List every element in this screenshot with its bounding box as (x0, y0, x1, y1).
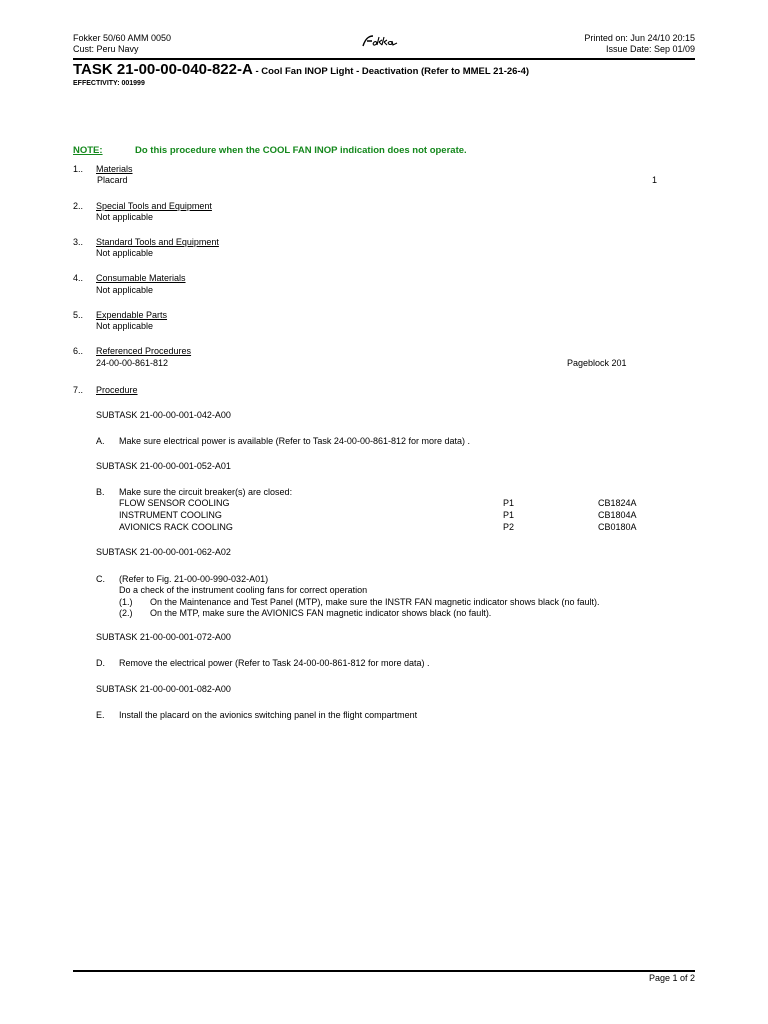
materials-item: Placard (97, 175, 128, 185)
doc-name: Fokker 50/60 AMM 0050 (73, 33, 172, 43)
section-number: 5.. (73, 310, 84, 320)
note-label: NOTE: (73, 145, 103, 156)
step-letter: B. (96, 487, 105, 497)
breaker-name: INSTRUMENT COOLING (119, 510, 222, 520)
subtask-heading: SUBTASK 21-00-00-001-062-A02 (96, 547, 231, 557)
section-number: 2.. (73, 201, 84, 211)
step-a-text: Make sure electrical power is available (Refer to Task 24-00-00-861-812 for more data) . (119, 436, 470, 446)
step-letter: C. (96, 574, 105, 584)
step-letter: D. (96, 658, 105, 668)
referenced-procedure: 24-00-00-861-812 (96, 358, 169, 368)
section-number: 7.. (73, 385, 84, 395)
section-number: 4.. (73, 273, 84, 283)
breaker-name: FLOW SENSOR COOLING (119, 498, 230, 508)
breaker-panel: P1 (503, 510, 515, 520)
issue-date: Issue Date: Sep 01/09 (605, 44, 695, 54)
substep-number: (1.) (119, 597, 133, 607)
step-letter: E. (96, 710, 105, 720)
printed-on: Printed on: Jun 24/10 20:15 (584, 33, 695, 43)
header-rule (73, 58, 695, 60)
breaker-name: AVIONICS RACK COOLING (119, 522, 233, 532)
special-tools-item: Not applicable (96, 212, 154, 222)
section-number: 3.. (73, 237, 84, 247)
step-letter: A. (96, 436, 105, 446)
substep-number: (2.) (119, 608, 133, 618)
section-title-special-tools: Special Tools and Equipment (96, 201, 212, 211)
expendable-item: Not applicable (96, 321, 154, 331)
customer-name: Cust: Peru Navy (73, 44, 139, 54)
breaker-panel: P1 (503, 498, 515, 508)
note-text: Do this procedure when the COOL FAN INOP indication does not operate. (135, 145, 467, 156)
step-c-text: Do a check of the instrument cooling fans for correct operation (119, 585, 368, 595)
section-title-referenced: Referenced Procedures (96, 346, 192, 356)
effectivity: EFFECTIVITY: 001999 (73, 80, 145, 87)
section-number: 6.. (73, 346, 84, 356)
section-title-expendable: Expendable Parts (96, 310, 168, 320)
step-b-text: Make sure the circuit breaker(s) are closed: (119, 487, 293, 497)
subtask-heading: SUBTASK 21-00-00-001-052-A01 (96, 461, 231, 471)
step-e-text: Install the placard on the avionics switching panel in the flight compartment (119, 710, 418, 720)
page-number: Page 1 of 2 (648, 973, 695, 983)
subtask-heading: SUBTASK 21-00-00-001-072-A00 (96, 632, 231, 642)
section-title-standard-tools: Standard Tools and Equipment (96, 237, 219, 247)
standard-tools-item: Not applicable (96, 248, 154, 258)
section-title-materials: Materials (96, 164, 133, 174)
breaker-id: CB1804A (598, 510, 637, 520)
section-title-consumables: Consumable Materials (96, 273, 186, 283)
pageblock-ref: Pageblock 201 (567, 358, 627, 368)
subtask-heading: SUBTASK 21-00-00-001-082-A00 (96, 684, 231, 694)
materials-qty: 1 (652, 175, 658, 185)
section-title-procedure: Procedure (96, 385, 138, 395)
task-title (73, 61, 529, 78)
footer-rule (73, 970, 695, 972)
consumables-item: Not applicable (96, 285, 154, 295)
substep-text: On the Maintenance and Test Panel (MTP), make sure the INSTR FAN magnetic indicator shows black (no fault). (150, 597, 600, 607)
breaker-id: CB1824A (598, 498, 637, 508)
breaker-id: CB0180A (598, 522, 637, 532)
step-c-ref: (Refer to Fig. 21-00-00-990-032-A01) (119, 574, 269, 584)
subtask-heading: SUBTASK 21-00-00-001-042-A00 (96, 410, 231, 420)
fokker-logo-icon (360, 33, 400, 49)
task-id: TASK 21-00-00-040-822-A (73, 61, 253, 78)
section-number: 1.. (73, 164, 84, 174)
task-description: - Cool Fan INOP Light - Deactivation (Refer to MMEL 21-26-4) (252, 66, 530, 77)
substep-text: On the MTP, make sure the AVIONICS FAN magnetic indicator shows black (no fault). (150, 608, 492, 618)
step-d-text: Remove the electrical power (Refer to Task 24-00-00-861-812 for more data) . (119, 658, 430, 668)
breaker-panel: P2 (503, 522, 515, 532)
